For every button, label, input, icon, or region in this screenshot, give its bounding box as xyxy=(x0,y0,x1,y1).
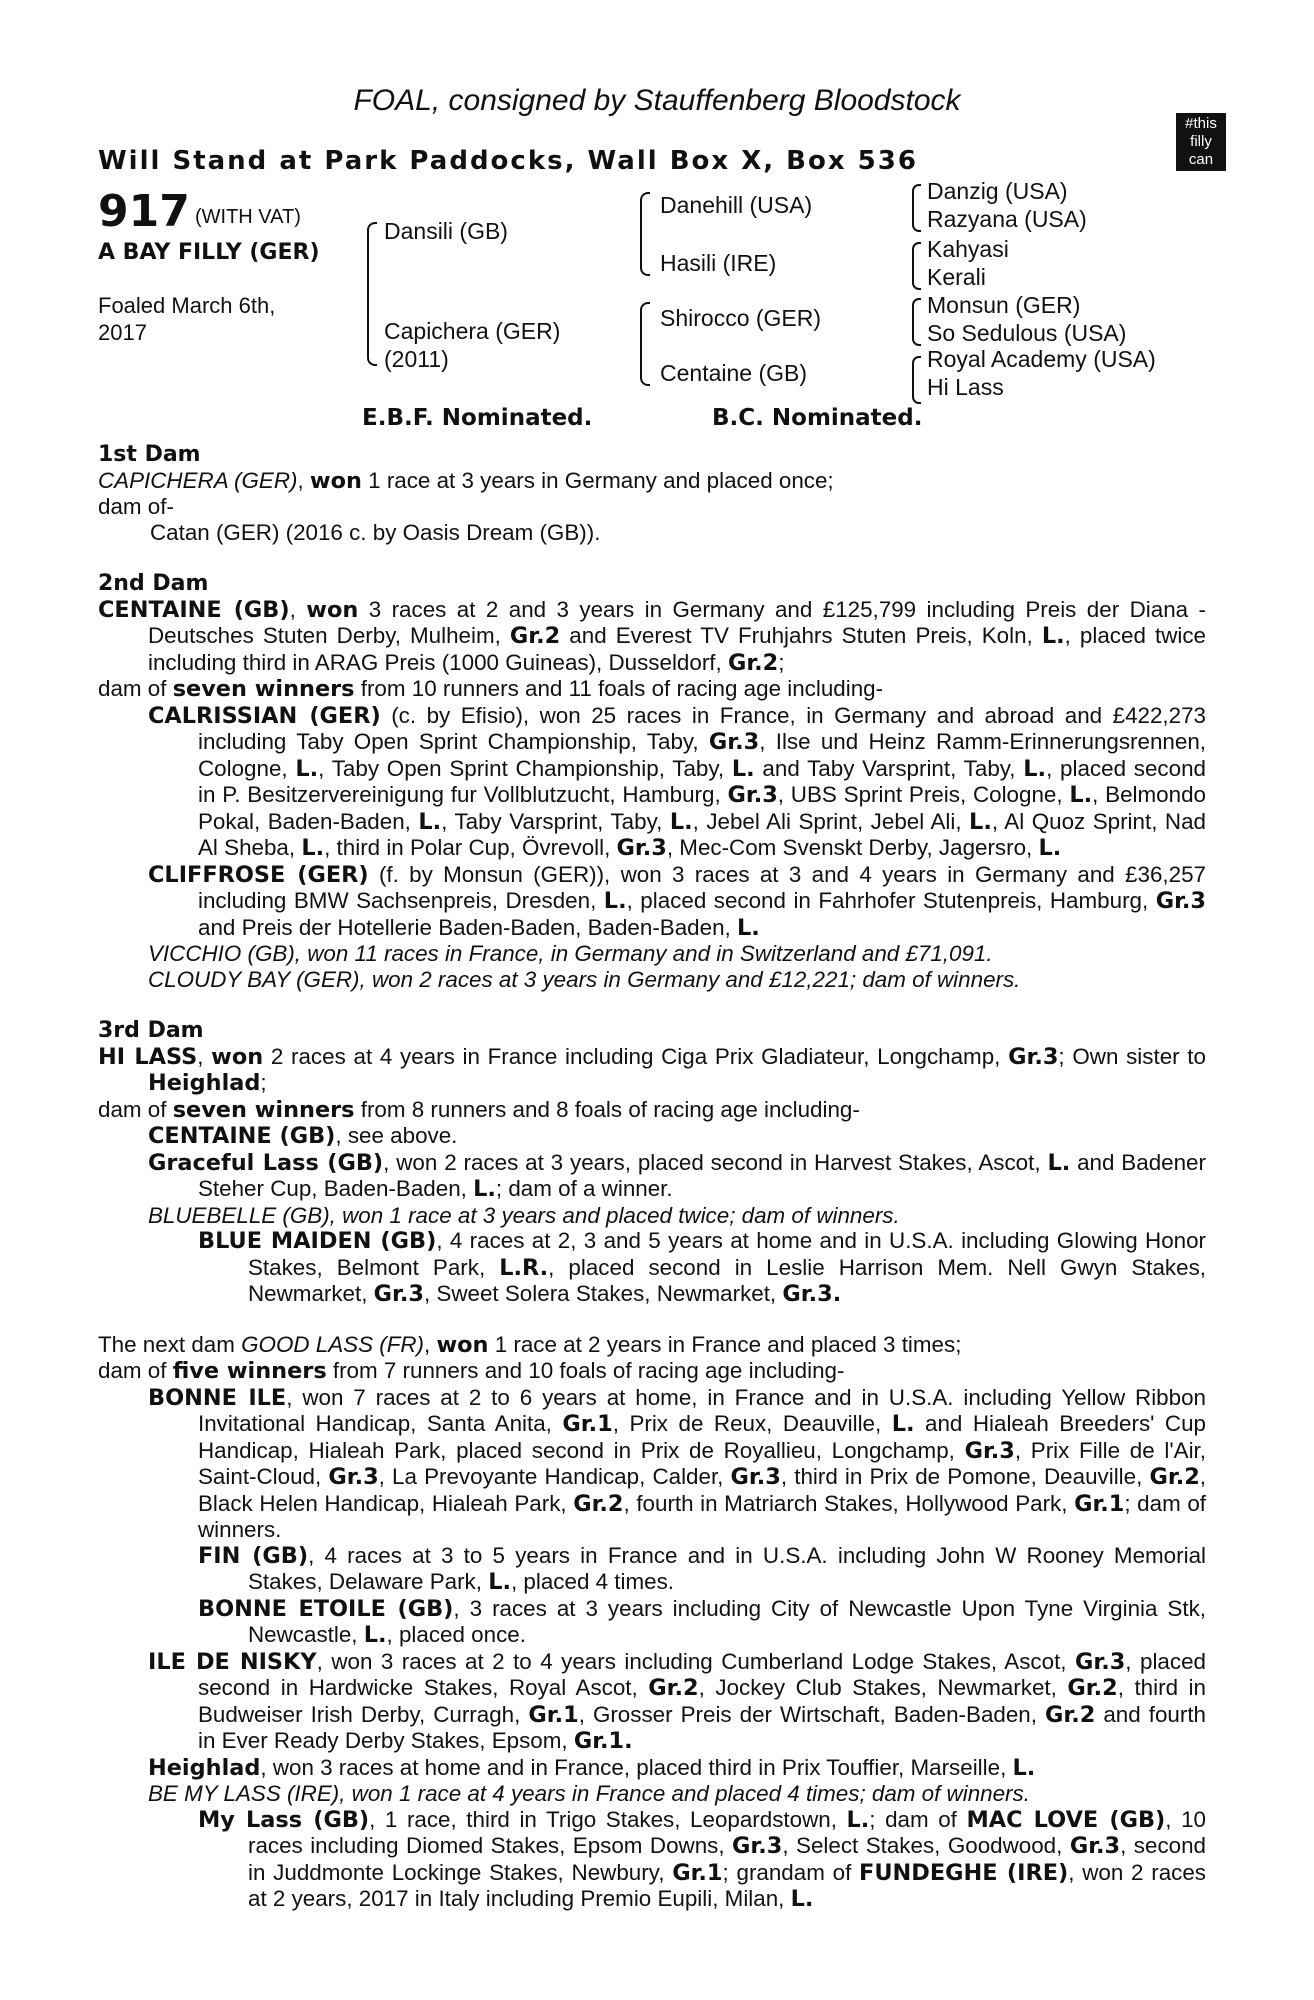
sire-sire: Danehill (USA) xyxy=(660,192,813,218)
produce-centaine: CENTAINE (GB), see above. xyxy=(148,1123,458,1149)
dam-dam-sire: Royal Academy (USA) xyxy=(927,346,1156,372)
produce-calrissian: CALRISSIAN (GER) (c. by Efisio), won 25 races in France, in Germany and abroad and £422,273 including Taby Open Sprint Championship, Taby, Gr.3, Ilse und Heinz Ramm-Erinnerungsrennen, Cologne, L., Taby Open Sprint Championship, Taby, L. and Taby Varsprint, Taby, L., placed second in P. Besitzervereinigung fur Vollblutzucht, Hamburg, Gr.3, UBS Sprint Preis, Cologne, L., Belmondo Pokal, Baden-Baden, L., Taby Varsprint, Taby, L., Jebel Ali Sprint, Jebel Ali, L., Al Quoz Sprint, Nad Al Sheba, L., third in Polar Cup, Övrevoll, Gr.3, Mec-Com Svenskt Derby, Jagersro, L. xyxy=(148,702,1207,861)
third-dam-entry: HI LASS, won 2 races at 4 years in France including Ciga Prix Gladiateur, Longchamp, Gr.3; Own sister to Heighlad; xyxy=(98,1043,1206,1096)
produce-ile-de-nisky: ILE DE NISKY, won 3 races at 2 to 4 years including Cumberland Lodge Stakes, Ascot, Gr.3, placed second in Hardwicke Stakes, Royal Ascot, Gr.2, Jockey Club Stakes, Newmarket, Gr.2, third in Budweiser Irish Derby, Curragh, Gr.1, Grosser Preis der Wirtschaft, Baden-Baden, Gr.2 and fourth in Ever Ready Derby Stakes, Epsom, Gr.1. xyxy=(148,1648,1207,1754)
dam-dam-dam: Hi Lass xyxy=(927,374,1004,400)
first-dam-heading: 1st Dam xyxy=(98,442,201,467)
this-filly-can-logo: #this filly can xyxy=(1176,113,1226,171)
produce-catan: Catan (GER) (2016 c. by Oasis Dream (GB)). xyxy=(150,519,601,545)
first-dam-entry: CAPICHERA (GER), won 1 race at 3 years in Germany and placed once; xyxy=(98,467,834,494)
lot-description: A BAY FILLY (GER) xyxy=(98,240,320,265)
ebf-nominated: E.B.F. Nominated. xyxy=(362,405,593,431)
vat-note: (WITH VAT) xyxy=(195,206,301,228)
dam-sire-sire: Monsun (GER) xyxy=(927,292,1081,318)
produce-bonne-ile: BONNE ILE, won 7 races at 2 to 6 years at home, in France and in U.S.A. including Yellow Ribbon Invitational Handicap, Santa Anita, Gr.1, Prix de Reux, Deauville, L. and Hialeah Breeders' Cup Handicap, Hialeah Park, placed second in Prix de Royallieu, Longchamp, Gr.3, Prix Fille de l'Air, Saint-Cloud, Gr.3, La Prevoyante Handicap, Calder, Gr.3, third in Prix de Pomone, Deauville, Gr.2, Black Helen Handicap, Hialeah Park, Gr.2, fourth in Matriarch Stakes, Hollywood Park, Gr.1; dam of winners. xyxy=(148,1384,1207,1542)
second-dam-heading: 2nd Dam xyxy=(98,571,209,596)
bc-nominated: B.C. Nominated. xyxy=(712,405,923,431)
second-dam-entry: CENTAINE (GB), won 3 races at 2 and 3 years in Germany and £125,799 including Preis der Diana - Deutsches Stuten Derby, Mulheim, Gr.2 and Everest TV Fruhjahrs Stuten Preis, Koln, L., placed twice including third in ARAG Preis (1000 Guineas), Dusseldorf, Gr.2; xyxy=(98,596,1206,676)
produce-bluebelle: BLUEBELLE (GB), won 1 race at 3 years and placed twice; dam of winners. xyxy=(148,1202,900,1228)
produce-cliffrose: CLIFFROSE (GER) (f. by Monsun (GER)), won 3 races at 3 and 4 years in Germany and £36,257 including BMW Sachsenpreis, Dresden, L., placed second in Fahrhofer Stutenpreis, Hamburg, Gr.3 and Preis der Hotellerie Baden-Baden, Baden-Baden, L. xyxy=(148,861,1206,941)
consignment-line: FOAL, consigned by Stauffenberg Bloodstock xyxy=(353,84,961,117)
dam-of-label: dam of- xyxy=(98,494,174,519)
dam-sire: Shirocco (GER) xyxy=(660,305,822,331)
produce-be-my-lass: BE MY LASS (IRE), won 1 race at 4 years in France and placed 4 times; dam of winners. xyxy=(148,1781,1030,1806)
produce-blue-maiden: BLUE MAIDEN (GB), 4 races at 2, 3 and 5 years at home and in U.S.A. including Glowing Honor Stakes, Belmont Park, L.R., placed second in Leslie Harrison Mem. Nell Gwyn Stakes, Newmarket, Gr.3, Sweet Solera Stakes, Newmarket, Gr.3. xyxy=(198,1228,1207,1307)
dam-name: CAPICHERA (GER) xyxy=(98,467,298,493)
dam-dam: Centaine (GB) xyxy=(660,360,808,386)
sire: Dansili (GB) xyxy=(384,218,508,244)
dam-sire-dam: So Sedulous (USA) xyxy=(927,320,1127,346)
catalogue-body xyxy=(98,442,1206,1913)
sire-dam-dam: Kerali xyxy=(927,264,986,290)
produce-vicchio: VICCHIO (GB), won 11 races in France, in Germany and in Switzerland and £71,091. xyxy=(148,941,993,966)
stand-location: Will Stand at Park Paddocks, Wall Box X, Box 536 xyxy=(98,146,918,176)
sire-sire-sire: Danzig (USA) xyxy=(927,178,1068,204)
produce-my-lass: My Lass (GB), 1 race, third in Trigo Stakes, Leopardstown, L.; dam of MAC LOVE (GB), 10 races including Diomed Stakes, Epsom Downs, Gr.3, Select Stakes, Goodwood, Gr.3, second in Juddmonte Lockinge Stakes, Newbury, Gr.1; grandam of FUNDEGHE (IRE), won 2 races at 2 years, 2017 in Italy including Premio Eupili, Milan, L. xyxy=(198,1806,1206,1912)
second-dam-produce-summary: dam of seven winners from 10 runners and 11 foals of racing age including- xyxy=(98,676,884,702)
sire-dam: Hasili (IRE) xyxy=(660,250,777,276)
sire-dam-sire: Kahyasi xyxy=(927,236,1009,262)
produce-graceful-lass: Graceful Lass (GB), won 2 races at 3 years, placed second in Harvest Stakes, Ascot, L. and Badener Steher Cup, Baden-Baden, L.; dam of a winner. xyxy=(148,1149,1206,1202)
third-dam-produce-summary: dam of seven winners from 8 runners and 8 foals of racing age including- xyxy=(98,1096,860,1123)
produce-cloudy-bay: CLOUDY BAY (GER), won 2 races at 3 years in Germany and £12,221; dam of winners. xyxy=(148,966,1021,992)
foaling-date: Foaled March 6th, 2017 xyxy=(98,293,276,345)
produce-fin: FIN (GB), 4 races at 3 to 5 years in France and in U.S.A. including John W Rooney Memorial Stakes, Delaware Park, L., placed 4 times. xyxy=(198,1542,1206,1595)
third-dam-heading: 3rd Dam xyxy=(98,1018,204,1043)
produce-bonne-etoile: BONNE ETOILE (GB), 3 races at 3 years including City of Newcastle Upon Tyne Virginia Stk, Newcastle, L., placed once. xyxy=(198,1595,1207,1648)
next-dam-entry: The next dam GOOD LASS (FR), won 1 race at 2 years in France and placed 3 times; xyxy=(98,1331,962,1358)
sire-sire-dam: Razyana (USA) xyxy=(927,206,1087,232)
produce-heighlad: Heighlad, won 3 races at home and in France, placed third in Prix Touffier, Marseille, L. xyxy=(148,1754,1036,1781)
next-dam-produce-summary: dam of five winners from 7 runners and 10 foals of racing age including- xyxy=(98,1358,845,1384)
dam: Capichera (GER) xyxy=(384,318,561,344)
lot-number: 917 xyxy=(98,186,190,237)
dam-year: (2011) xyxy=(384,346,449,372)
